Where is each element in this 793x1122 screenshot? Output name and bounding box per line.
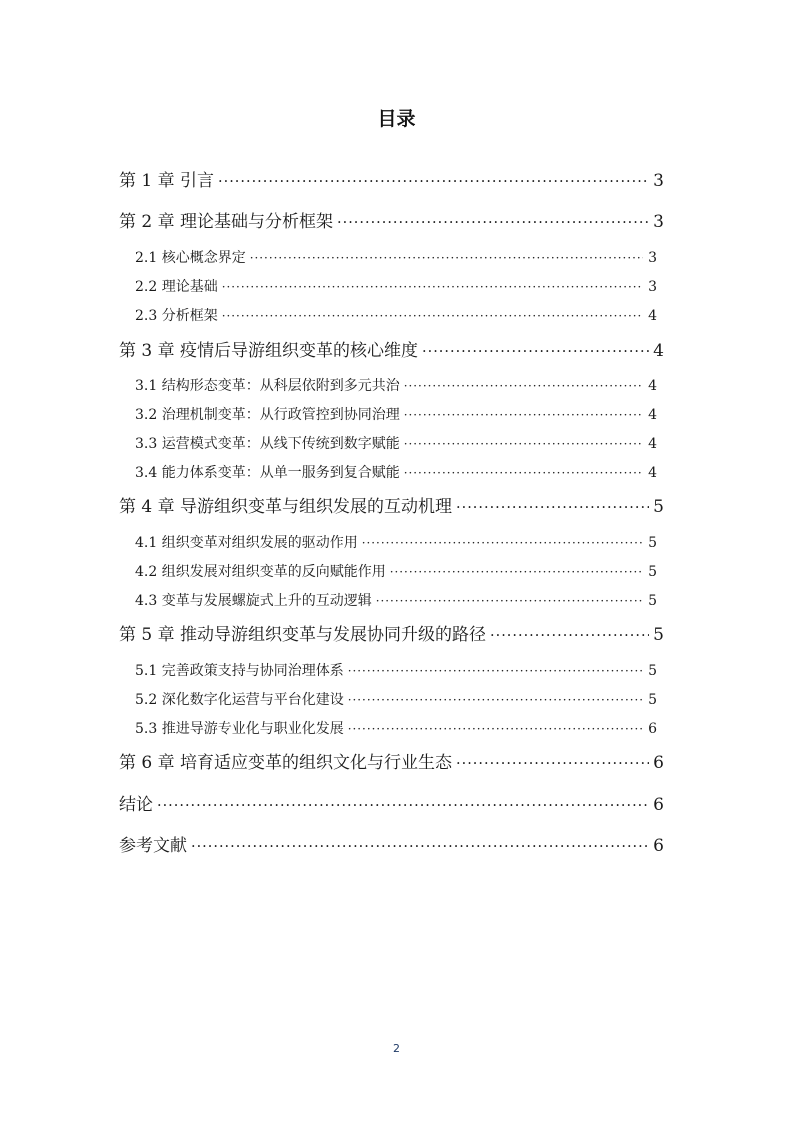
toc-entry-label: 4.1 组织变革对组织发展的驱动作用 bbox=[135, 535, 358, 551]
toc-entry-section[interactable] bbox=[135, 462, 657, 482]
toc-entry-page-number: 3 bbox=[648, 279, 657, 295]
toc-entry-page-number: 4 bbox=[648, 407, 657, 423]
toc-entry-section[interactable] bbox=[135, 404, 657, 424]
dot-leader bbox=[490, 628, 649, 644]
toc-entry-label: 第 4 章 导游组织变革与组织发展的互动机理 bbox=[119, 497, 453, 517]
toc-entry-page-number: 5 bbox=[648, 692, 657, 708]
toc-entry-page-number: 6 bbox=[653, 836, 664, 856]
toc-title: 目录 bbox=[377, 108, 416, 130]
toc-entry-page-number: 4 bbox=[648, 378, 657, 394]
dot-leader bbox=[362, 536, 643, 550]
dot-leader bbox=[404, 437, 643, 451]
dot-leader bbox=[390, 565, 643, 579]
toc-entry-label: 第 6 章 培育适应变革的组织文化与行业生态 bbox=[119, 753, 453, 773]
toc-entry-section[interactable] bbox=[135, 590, 657, 610]
dot-leader bbox=[348, 722, 643, 736]
toc-entry-chapter[interactable] bbox=[119, 620, 664, 645]
toc-entry-page-number: 4 bbox=[648, 308, 657, 324]
toc-entry-chapter[interactable] bbox=[119, 166, 664, 191]
toc-entry-chapter[interactable] bbox=[119, 492, 664, 517]
dot-leader bbox=[422, 344, 649, 360]
toc-entry-label: 5.2 深化数字化运营与平台化建设 bbox=[135, 692, 344, 708]
toc-entry-label: 第 3 章 疫情后导游组织变革的核心维度 bbox=[119, 341, 419, 361]
dot-leader bbox=[250, 251, 643, 265]
toc-entry-page-number: 6 bbox=[648, 721, 657, 737]
dot-leader bbox=[404, 466, 643, 480]
toc-entry-chapter[interactable] bbox=[119, 336, 664, 361]
toc-entry-page-number: 5 bbox=[648, 663, 657, 679]
toc-entry-section[interactable] bbox=[135, 532, 657, 552]
toc-entry-page-number: 4 bbox=[648, 436, 657, 452]
dot-leader bbox=[222, 309, 643, 323]
dot-leader bbox=[404, 379, 643, 393]
dot-leader bbox=[222, 280, 643, 294]
toc-entry-label: 第 2 章 理论基础与分析框架 bbox=[119, 212, 334, 232]
toc-entry-section[interactable] bbox=[135, 660, 657, 680]
dot-leader bbox=[456, 500, 649, 516]
toc-entry-page-number: 4 bbox=[648, 465, 657, 481]
dot-leader bbox=[337, 215, 649, 231]
toc-entry-section[interactable] bbox=[135, 718, 657, 738]
toc-entry-section[interactable] bbox=[135, 689, 657, 709]
toc-entry-chapter[interactable] bbox=[119, 790, 664, 815]
toc-entry-label: 参考文献 bbox=[119, 836, 187, 856]
dot-leader bbox=[376, 594, 643, 608]
toc-entry-label: 4.2 组织发展对组织变革的反向赋能作用 bbox=[135, 564, 386, 580]
dot-leader bbox=[456, 756, 649, 772]
toc-entry-page-number: 5 bbox=[648, 535, 657, 551]
toc-entry-page-number: 5 bbox=[653, 625, 664, 645]
toc-entry-label: 5.3 推进导游专业化与职业化发展 bbox=[135, 721, 344, 737]
toc-entry-label: 3.1 结构形态变革：从科层依附到多元共治 bbox=[135, 378, 400, 394]
toc-entry-label: 第 5 章 推动导游组织变革与发展协同升级的路径 bbox=[119, 625, 487, 645]
toc-entry-page-number: 3 bbox=[653, 171, 664, 191]
toc-entry-section[interactable] bbox=[135, 433, 657, 453]
toc-entry-page-number: 5 bbox=[653, 497, 664, 517]
toc-entry-chapter[interactable] bbox=[119, 831, 664, 856]
toc-entry-label: 4.3 变革与发展螺旋式上升的互动逻辑 bbox=[135, 593, 372, 609]
toc-entry-page-number: 5 bbox=[648, 593, 657, 609]
toc-entry-page-number: 3 bbox=[653, 212, 664, 232]
toc-entry-label: 5.1 完善政策支持与协同治理体系 bbox=[135, 663, 344, 679]
toc-entry-section[interactable] bbox=[135, 276, 657, 296]
toc-entry-label: 2.1 核心概念界定 bbox=[135, 250, 246, 266]
toc-entry-label: 3.2 治理机制变革：从行政管控到协同治理 bbox=[135, 407, 400, 423]
toc-entry-section[interactable] bbox=[135, 561, 657, 581]
dot-leader bbox=[348, 664, 643, 678]
toc-entry-page-number: 5 bbox=[648, 564, 657, 580]
dot-leader bbox=[191, 839, 649, 855]
toc-entry-page-number: 3 bbox=[648, 250, 657, 266]
dot-leader bbox=[157, 798, 649, 814]
page-number-footer: 2 bbox=[393, 1042, 400, 1055]
dot-leader bbox=[404, 408, 643, 422]
toc-entry-page-number: 6 bbox=[653, 753, 664, 773]
dot-leader bbox=[348, 693, 643, 707]
toc-entry-label: 3.4 能力体系变革：从单一服务到复合赋能 bbox=[135, 465, 400, 481]
toc-entry-chapter[interactable] bbox=[119, 207, 664, 232]
toc-entry-label: 3.3 运营模式变革：从线下传统到数字赋能 bbox=[135, 436, 400, 452]
toc-entry-section[interactable] bbox=[135, 305, 657, 325]
toc-entry-chapter[interactable] bbox=[119, 748, 664, 773]
toc-entry-page-number: 6 bbox=[653, 795, 664, 815]
toc-entry-label: 结论 bbox=[119, 795, 153, 815]
toc-entry-label: 第 1 章 引言 bbox=[119, 171, 215, 191]
toc-entry-page-number: 4 bbox=[653, 341, 664, 361]
toc-entry-label: 2.2 理论基础 bbox=[135, 279, 218, 295]
toc-entry-section[interactable] bbox=[135, 375, 657, 395]
toc-entry-label: 2.3 分析框架 bbox=[135, 308, 218, 324]
dot-leader bbox=[218, 174, 649, 190]
toc-entry-section[interactable] bbox=[135, 247, 657, 267]
